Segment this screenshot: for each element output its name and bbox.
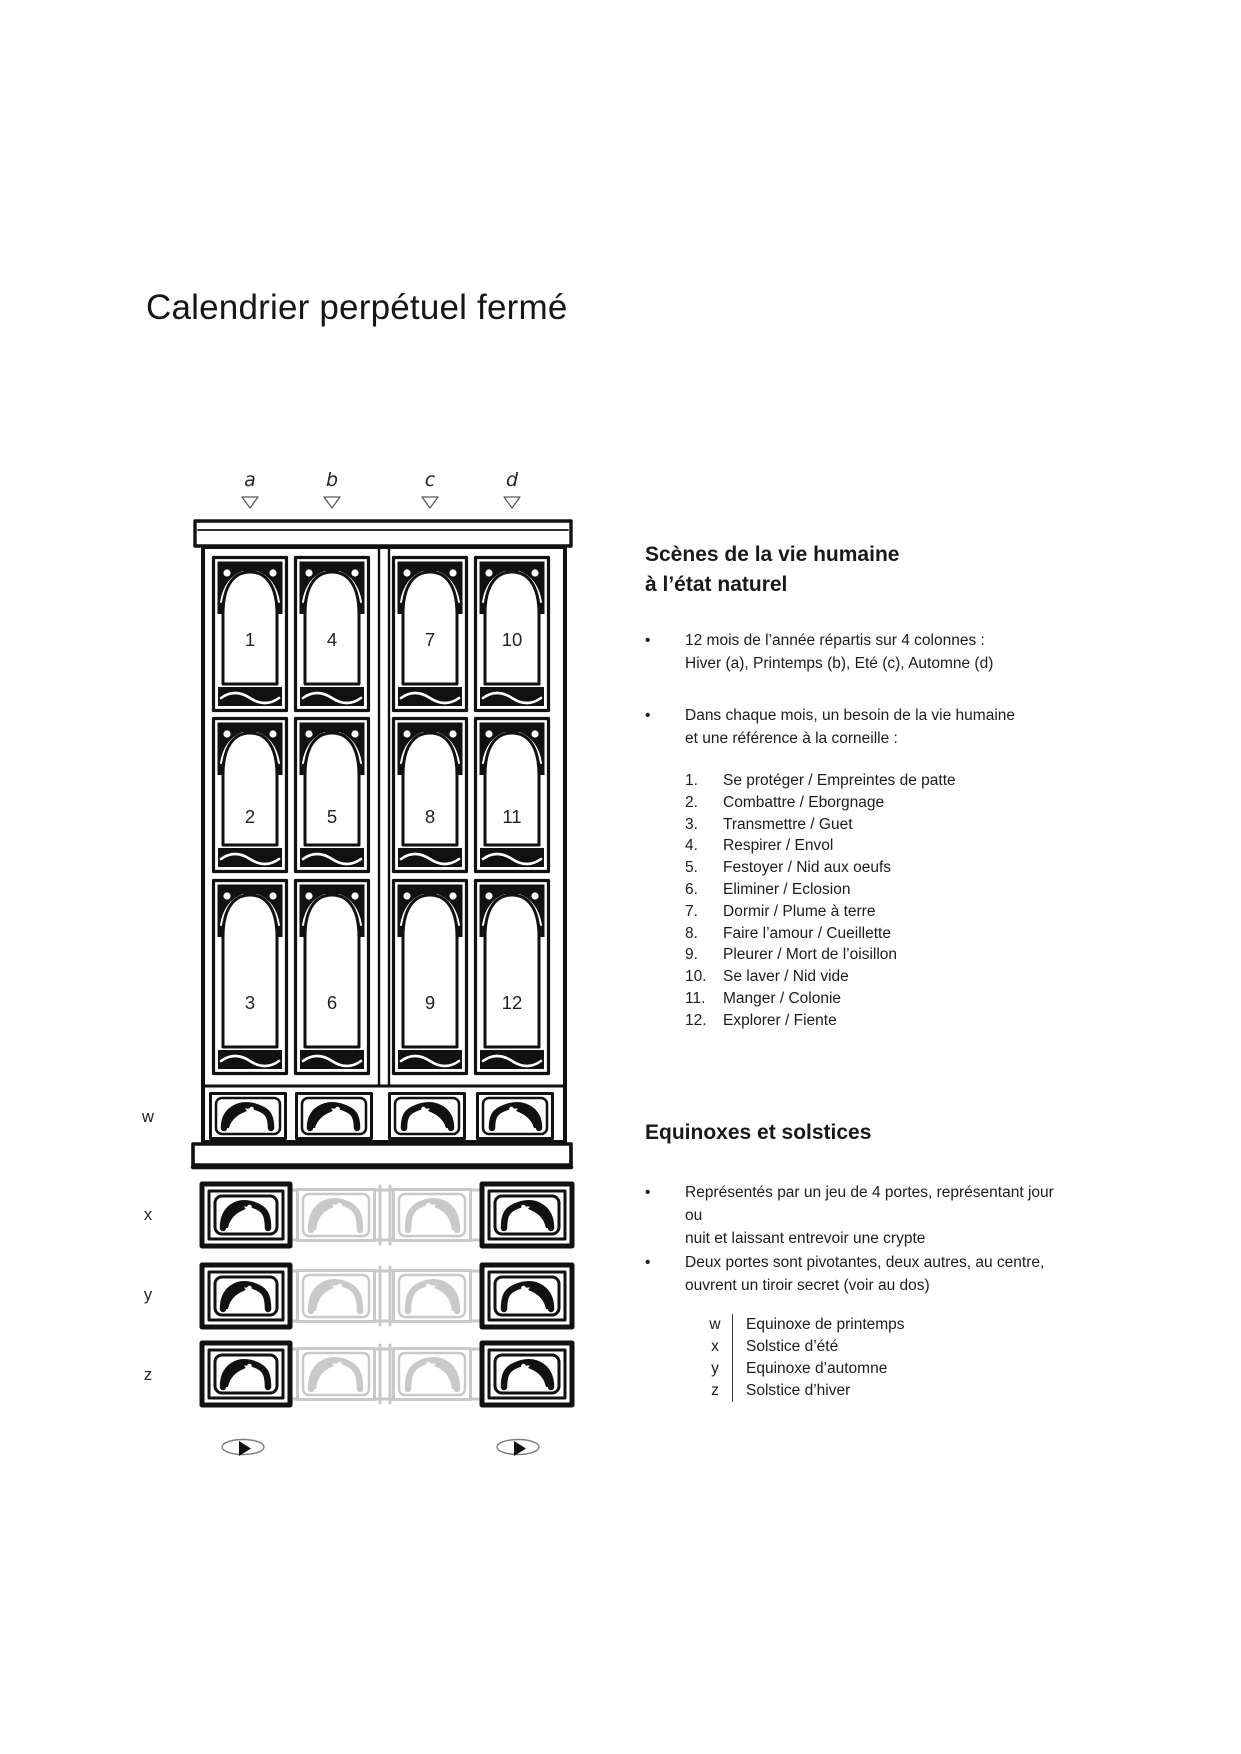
row-label-w: w [142, 1108, 154, 1126]
panel-number-2: 2 [244, 806, 256, 827]
list-item: 4. Respirer / Envol [685, 837, 834, 855]
panel-number-9: 9 [424, 992, 436, 1013]
scenes-numbered-list [685, 770, 1045, 1032]
scenes-heading-line2: à l’état naturel [645, 573, 788, 596]
drawer-w-1 [211, 1094, 286, 1139]
scenes-bullet-2 [645, 704, 1075, 750]
list-item: 10. Se laver / Nid vide [685, 968, 849, 986]
equinoxes-bullet-2 [645, 1251, 1075, 1297]
list-item: 11. Manger / Colonie [685, 989, 842, 1007]
legend-row: w Equinoxe de printemps [698, 1314, 905, 1336]
panel-number-5: 5 [326, 806, 338, 827]
legend-row: x Solstice d’été [698, 1336, 905, 1358]
bullet-icon: • [645, 1254, 651, 1271]
row-label-y: y [143, 1286, 153, 1304]
list-item: 1. Se protéger / Empreintes de patte [685, 772, 956, 789]
scenes-heading [645, 540, 1075, 600]
bullet-icon: • [645, 1184, 651, 1201]
column-label-d: d [505, 469, 519, 491]
calendar-panel-3 [214, 881, 287, 1074]
panel-number-12: 12 [501, 992, 523, 1013]
scenes-heading-line1: Scènes de la vie humaine [645, 543, 900, 566]
calendar-panel-4 [296, 558, 369, 711]
panel-number-10: 10 [501, 629, 523, 650]
list-item: 12. Explorer / Fiente [685, 1011, 837, 1029]
triangle-down-icon [242, 497, 258, 508]
panel-number-11: 11 [502, 806, 522, 827]
drawer-w-2 [297, 1094, 372, 1139]
legend-row: y Equinoxe d’automne [698, 1358, 905, 1380]
drawer-x-3-faded [394, 1190, 471, 1241]
column-pointer-triangles [242, 497, 520, 508]
row-label-x: x [143, 1206, 153, 1224]
column-label-c: c [424, 469, 436, 491]
page-title: Calendrier perpétuel fermé [146, 288, 568, 327]
triangle-down-icon [422, 497, 438, 508]
drawer-y-1 [202, 1265, 290, 1327]
panel-number-4: 4 [326, 629, 338, 650]
calendar-panel-9 [394, 881, 467, 1074]
drawer-x-4 [482, 1184, 572, 1246]
column-label-b: b [325, 469, 339, 491]
triangle-down-icon [324, 497, 340, 508]
row-label-z: z [143, 1366, 153, 1384]
rotate-icon-left [222, 1440, 264, 1457]
scenes-bullet-1-text: 12 mois de l’année répartis sur 4 colonnes : Hiver (a), Printemps (b), Eté (c), Automne (d) [685, 632, 994, 672]
triangle-down-icon [504, 497, 520, 508]
cabinet-plinth [193, 1144, 571, 1167]
list-item: 7. Dormir / Plume à terre [685, 902, 876, 920]
drawer-x-1 [202, 1184, 290, 1246]
drawer-x-2-faded [298, 1190, 375, 1241]
list-item: 8. Faire l’amour / Cueillette [685, 924, 891, 942]
calendar-panel-6 [296, 881, 369, 1074]
scenes-bullet-2-text: Dans chaque mois, un besoin de la vie humaine et une référence à la corneille : [685, 707, 1016, 747]
rotate-icon-right [497, 1440, 539, 1457]
list-item: 5. Festoyer / Nid aux oeufs [685, 859, 891, 877]
list-item: 3. Transmettre / Guet [685, 815, 853, 833]
calendar-panel-7 [394, 558, 467, 711]
drawer-z-2-faded [298, 1349, 375, 1400]
panel-number-1: 1 [244, 629, 256, 650]
calendar-panel-2 [214, 719, 287, 872]
calendar-panel-5 [296, 719, 369, 872]
equinoxes-bullet-1 [645, 1181, 1075, 1250]
list-item: 2. Combattre / Eborgnage [685, 793, 885, 811]
drawer-y-2-faded [298, 1271, 375, 1322]
calendar-panel-10 [476, 558, 549, 711]
cabinet-cornice [195, 521, 571, 546]
panel-number-6: 6 [326, 992, 338, 1013]
drawer-z-1 [202, 1343, 290, 1405]
column-label-a: a [244, 469, 256, 491]
drawer-y-3-faded [394, 1271, 471, 1322]
equinoxes-bullet-2-text: Deux portes sont pivotantes, deux autres, au centre, ouvrent un tiroir secret (voir au dos) [685, 1254, 1045, 1294]
drawer-y-4 [482, 1265, 572, 1327]
calendar-panel-11 [476, 719, 549, 872]
scenes-bullet-1 [645, 629, 1075, 675]
seasons-legend-table [698, 1314, 905, 1402]
panel-number-7: 7 [424, 629, 436, 650]
calendar-panel-1 [214, 558, 287, 711]
calendar-panel-12 [476, 881, 549, 1074]
drawer-w-3 [390, 1094, 465, 1139]
bullet-icon: • [645, 707, 651, 724]
drawer-z-3-faded [394, 1349, 471, 1400]
panel-number-8: 8 [424, 806, 436, 827]
legend-row: z Solstice d’hiver [698, 1380, 905, 1402]
calendar-panel-8 [394, 719, 467, 872]
equinoxes-heading: Equinoxes et solstices [645, 1121, 872, 1144]
list-item: 6. Eliminer / Eclosion [685, 880, 851, 898]
bullet-icon: • [645, 632, 651, 649]
list-item: 9. Pleurer / Mort de l’oisillon [685, 946, 898, 964]
drawer-w-4 [478, 1094, 553, 1139]
equinoxes-bullet-1-text: Représentés par un jeu de 4 portes, représentant jour ou nuit et laissant entrevoir une crypte [685, 1184, 1054, 1247]
panel-number-3: 3 [244, 992, 256, 1013]
drawer-z-4 [482, 1343, 572, 1405]
